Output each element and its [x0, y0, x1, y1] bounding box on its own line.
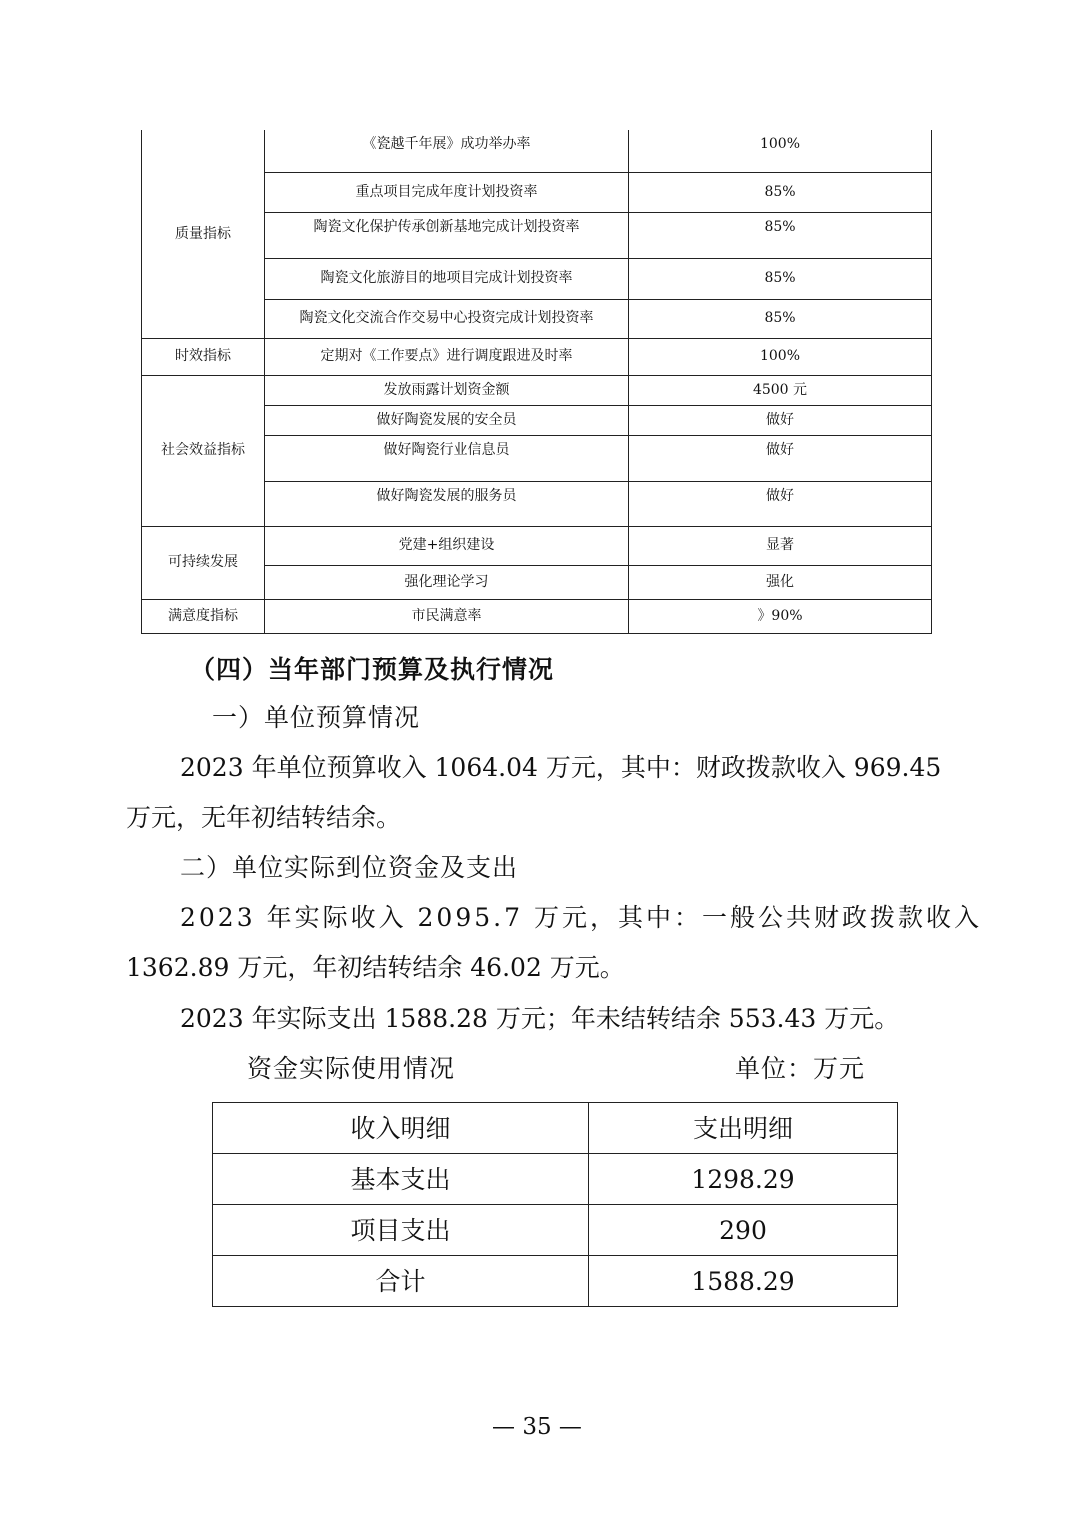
budget-paragraph-line1: 2023 年单位预算收入 1064.04 万元，其中：财政拨款收入 969.45 — [180, 753, 942, 782]
value-cell: 》90% — [629, 599, 932, 633]
column-header: 支出明细 — [589, 1103, 898, 1154]
value-cell: 85% — [629, 299, 932, 338]
section-heading: （四）当年部门预算及执行情况 — [190, 655, 555, 684]
category-cell: 时效指标 — [142, 338, 265, 375]
indicator-cell: 强化理论学习 — [265, 565, 629, 599]
indicator-cell: 党建+组织建设 — [265, 526, 629, 565]
value-cell: 做好 — [629, 481, 932, 526]
indicator-cell: 陶瓷文化保护传承创新基地完成计划投资率 — [265, 212, 629, 258]
table-row — [213, 1256, 898, 1307]
row-label: 项目支出 — [213, 1205, 589, 1256]
row-value: 1588.29 — [589, 1256, 898, 1307]
row-label: 合计 — [213, 1256, 589, 1307]
performance-indicator-table — [141, 130, 932, 634]
value-cell: 85% — [629, 172, 932, 212]
column-header: 收入明细 — [213, 1103, 589, 1154]
value-cell: 显著 — [629, 526, 932, 565]
fund-table-caption: 资金实际使用情况 — [247, 1054, 456, 1083]
table-row — [213, 1205, 898, 1256]
subheading-actual-funds: 二）单位实际到位资金及支出 — [180, 853, 519, 882]
value-cell: 做好 — [629, 405, 932, 435]
value-cell: 100% — [629, 338, 932, 375]
row-value: 1298.29 — [589, 1154, 898, 1205]
value-cell: 85% — [629, 212, 932, 258]
table-row — [142, 130, 932, 172]
subheading-unit-budget: 一）单位预算情况 — [212, 703, 421, 732]
indicator-cell: 做好陶瓷发展的服务员 — [265, 481, 629, 526]
category-cell: 质量指标 — [142, 130, 265, 338]
budget-paragraph-line2: 万元，无年初结转结余。 — [126, 803, 402, 832]
income-paragraph-line2: 1362.89 万元，年初结转结余 46.02 万元。 — [126, 953, 625, 982]
indicator-cell: 做好陶瓷行业信息员 — [265, 435, 629, 481]
indicator-cell: 市民满意率 — [265, 599, 629, 633]
category-cell: 可持续发展 — [142, 526, 265, 599]
table-row — [142, 526, 932, 565]
fund-usage-table — [212, 1102, 898, 1307]
row-value: 290 — [589, 1205, 898, 1256]
value-cell: 做好 — [629, 435, 932, 481]
table-row — [213, 1154, 898, 1205]
table-row — [142, 338, 932, 375]
table-row — [142, 599, 932, 633]
indicator-cell: 重点项目完成年度计划投资率 — [265, 172, 629, 212]
category-cell: 满意度指标 — [142, 599, 265, 633]
fund-table-unit: 单位：万元 — [735, 1054, 866, 1083]
indicator-cell: 做好陶瓷发展的安全员 — [265, 405, 629, 435]
value-cell: 85% — [629, 258, 932, 299]
indicator-cell: 陶瓷文化旅游目的地项目完成计划投资率 — [265, 258, 629, 299]
indicator-cell: 《瓷越千年展》成功举办率 — [265, 130, 629, 172]
indicator-cell: 定期对《工作要点》进行调度跟进及时率 — [265, 338, 629, 375]
value-cell: 强化 — [629, 565, 932, 599]
value-cell: 4500 元 — [629, 375, 932, 405]
table-row — [142, 375, 932, 405]
indicator-cell: 发放雨露计划资金额 — [265, 375, 629, 405]
value-cell: 100% — [629, 130, 932, 172]
indicator-cell: 陶瓷文化交流合作交易中心投资完成计划投资率 — [265, 299, 629, 338]
category-cell: 社会效益指标 — [142, 375, 265, 526]
table-header-row — [213, 1103, 898, 1154]
row-label: 基本支出 — [213, 1154, 589, 1205]
page-number: — 35 — — [492, 1414, 582, 1440]
expenditure-paragraph: 2023 年实际支出 1588.28 万元；年未结转结余 553.43 万元。 — [180, 1004, 900, 1033]
income-paragraph-line1: 2023 年实际收入 2095.7 万元，其中：一般公共财政拨款收入 — [180, 903, 982, 932]
